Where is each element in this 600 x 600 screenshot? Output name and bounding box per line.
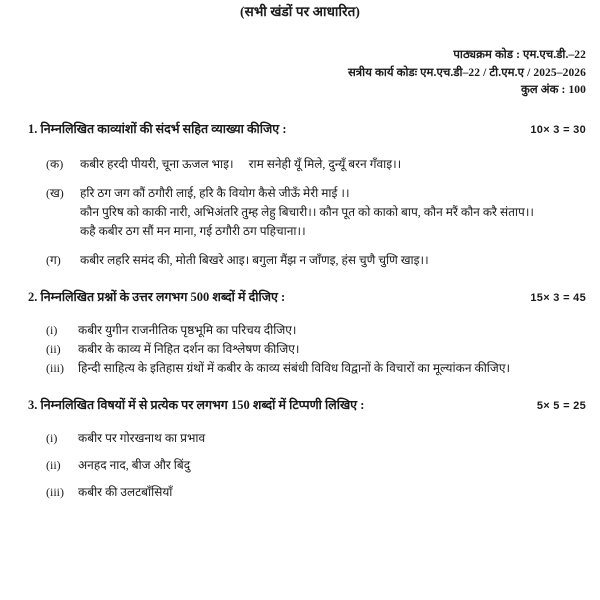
list-item-text: हिन्दी साहित्य के इतिहास ग्रंथों में कबीर के काव्य संबंधी विविध विद्वानों के विचारों का मूल्यांकन कीजिए।	[78, 360, 511, 375]
question-marks-3: 5× 5 = 25	[536, 399, 586, 412]
poem-label-kha: (ख)	[46, 185, 64, 200]
page-subtitle: (सभी खंडों पर आधारित)	[240, 4, 360, 19]
list-item	[0, 483, 600, 502]
question-block-3	[0, 396, 600, 502]
list-item	[0, 340, 600, 359]
question-block-1	[0, 120, 600, 270]
poem-label-ga: (ग)	[46, 252, 61, 267]
question-heading-3	[0, 396, 600, 415]
list-item-label: (iii)	[46, 484, 64, 499]
poem-line: कबीर हरदी पीयरी, चूना ऊजल भाइ।	[80, 156, 234, 171]
paper-code-block	[0, 47, 600, 100]
list-item-text: अनहद नाद, बीज और बिंदु	[78, 457, 191, 472]
poem-label-ka: (क)	[46, 156, 64, 171]
poem-item-kha	[0, 184, 600, 241]
poem-item-ga	[0, 251, 600, 270]
list-item-text: कबीर की उलटबाँसियाँ	[78, 484, 173, 499]
poem-line: कबीर लहरि समंद की, मोती बिखरे आइ।	[80, 252, 250, 267]
list-item	[0, 359, 600, 378]
question-text-2: निम्नलिखित प्रश्नों के उत्तर लगभग 500 शब्दों में दीजिए :	[40, 289, 286, 304]
list-item	[0, 456, 600, 475]
list-item-label: (i)	[46, 322, 58, 337]
list-item-text: कबीर के काव्य में निहित दर्शन का विश्लेषण कीजिए।	[78, 341, 300, 356]
list-item-text: कबीर पर गोरखनाथ का प्रभाव	[78, 430, 206, 445]
poem-line: हरि ठग जग कौं ठगौरी लाई,	[80, 185, 197, 200]
poem-line: हरि कै वियोग कैसे जीऊँ मेरी माई ।।	[199, 185, 350, 200]
question-text-3: निम्नलिखित विषयों में से प्रत्येक पर लगभग 150 शब्दों में टिप्पणी लिखिए :	[40, 397, 365, 412]
poem-line: कहै कबीर ठग सौं मन माना, गई ठगौरी ठग पहिचाना।।	[80, 223, 306, 238]
poem-line: कौन पुरिष को काकी नारी, अभिअंतरि तुम्ह लेहु बिचारी।।	[80, 204, 317, 219]
course-code: पाठ्यक्रम कोड : एम.एच.डी.–22	[453, 49, 586, 61]
question-marks-2: 15× 3 = 45	[530, 291, 586, 304]
question-marks-1: 10× 3 = 30	[530, 123, 586, 136]
poem-line: बगुला मैंझ न जाँणइ, हंस चुणै चुणि खाइ।।	[252, 252, 429, 267]
list-item	[0, 321, 600, 340]
question-number-1: 1.	[28, 121, 38, 136]
poem-lines-ga	[80, 251, 584, 270]
question-number-3: 3.	[28, 397, 38, 412]
question-heading-2	[0, 288, 600, 307]
total-marks: कुल अंक : 100	[520, 84, 586, 96]
list-item-label: (i)	[46, 430, 58, 445]
poem-lines-ka	[80, 155, 584, 174]
list-item-label: (ii)	[46, 341, 61, 356]
poem-lines-kha	[80, 184, 584, 241]
question-number-2: 2.	[28, 289, 38, 304]
poem-line: कौन पूत को काको बाप, कौन मरैं कौन करै संताप।।	[319, 204, 534, 219]
question-heading-1	[0, 120, 600, 139]
list-item-text: कबीर युगीन राजनीतिक पृष्ठभूमि का परिचय दीजिए।	[78, 322, 297, 337]
poem-item-ka	[0, 155, 600, 174]
assignment-code: सत्रीय कार्य कोडः एम.एच.डी–22 / टी.एम.ए / 2025–2026	[347, 66, 586, 79]
question-text-1: निम्नलिखित काव्यांशों की संदर्भ सहित व्याख्या कीजिए :	[40, 121, 287, 136]
list-item-label: (ii)	[46, 457, 61, 472]
question-block-2	[0, 288, 600, 378]
list-item	[0, 429, 600, 448]
list-item-label: (iii)	[46, 360, 64, 375]
poem-line: राम सनेही यूँ मिले, दुन्यूँ बरन गँवाइ।।	[248, 156, 402, 171]
